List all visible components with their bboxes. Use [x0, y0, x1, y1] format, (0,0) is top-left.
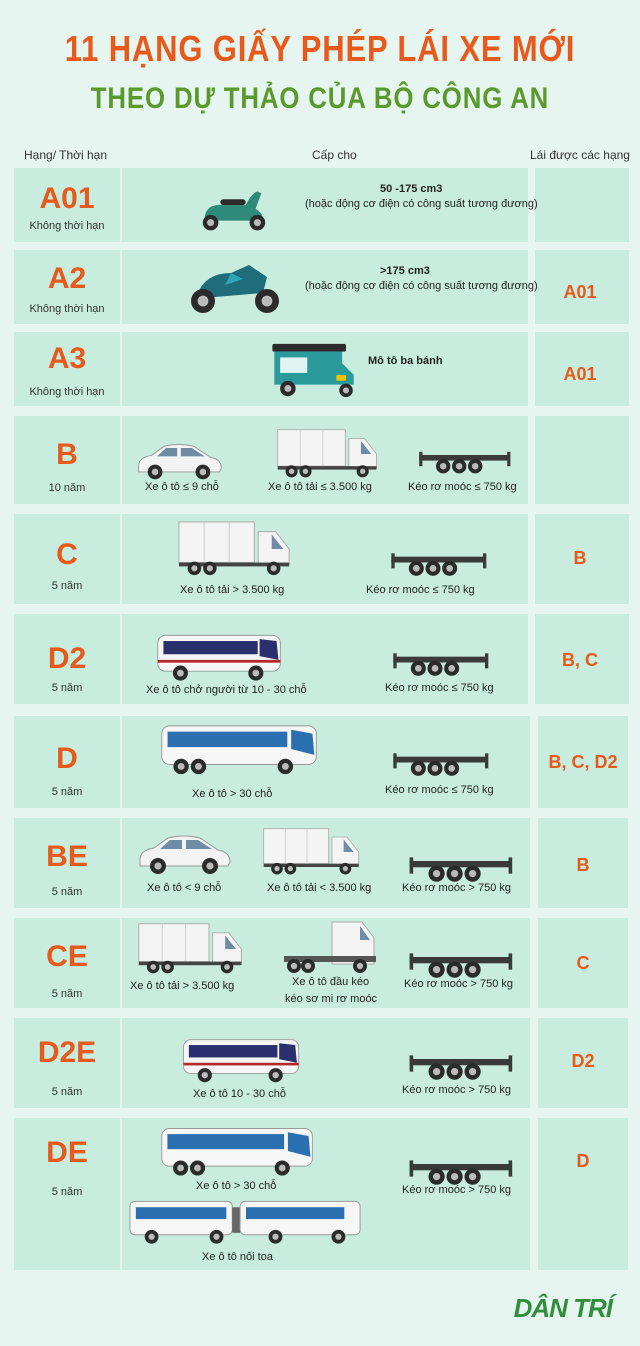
- tractor-head-icon: [280, 918, 380, 978]
- vehicle-caption: Kéo rơ moóc ≤ 750 kg: [366, 584, 475, 596]
- license-duration: Không thời hạn: [29, 386, 105, 398]
- license-duration: 5 năm: [51, 886, 83, 898]
- truck-icon: [276, 427, 380, 481]
- license-code: CE: [46, 940, 88, 973]
- trailer-icon: [398, 1050, 522, 1086]
- scooter-icon: [195, 180, 273, 236]
- license-duration: 5 năm: [51, 988, 83, 1000]
- truck-icon: [176, 520, 294, 578]
- vehicle-caption: Kéo rơ moóc ≤ 750 kg: [385, 784, 494, 796]
- vehicle-caption: Xe ô tô tải > 3.500 kg: [180, 584, 285, 596]
- vehicle-caption: Xe ô tô > 30 chỗ: [196, 1180, 277, 1192]
- license-duration: Không thời hạn: [29, 303, 105, 315]
- license-code: D: [56, 742, 78, 775]
- sub-title: THEO DỰ THẢO CỦA BỘ CÔNG AN: [90, 82, 550, 115]
- license-duration: 10 năm: [48, 482, 86, 494]
- license-box: [538, 1118, 628, 1270]
- license-duration: 5 năm: [51, 786, 83, 798]
- vehicle-caption: Kéo rơ moóc > 750 kg: [404, 978, 514, 990]
- license-box: [535, 168, 629, 242]
- license-code: D2: [47, 642, 87, 675]
- trailer-icon: [414, 447, 514, 479]
- bus-icon: [180, 1036, 304, 1086]
- license-code: A01: [39, 182, 95, 215]
- vehicle-caption: (hoặc động cơ điện có công suất tương đương): [305, 198, 538, 210]
- can-drive-classes: D: [576, 1151, 590, 1171]
- tricycle-icon: [265, 340, 365, 402]
- license-code: BE: [46, 840, 88, 873]
- header-class-term: Hạng/ Thời hạn: [24, 148, 108, 162]
- motorcycle-icon: [185, 258, 285, 316]
- vehicle-caption: Xe ô tô 10 - 30 chỗ: [193, 1088, 286, 1100]
- license-duration: 5 năm: [51, 580, 83, 592]
- trailer-icon: [390, 648, 490, 682]
- bus-icon: [154, 630, 286, 686]
- vehicle-caption: Kéo rơ moóc ≤ 750 kg: [385, 682, 494, 694]
- vehicle-caption: (hoặc động cơ điện có công suất tương đương): [305, 280, 538, 292]
- truck-icon: [262, 826, 362, 878]
- vehicle-caption: Xe ô tô đầu kéo: [292, 976, 370, 988]
- vehicle-caption: Xe ô tô chở người từ 10 - 30 chỗ: [146, 684, 307, 696]
- can-drive-classes: D2: [571, 1051, 595, 1071]
- vehicle-caption: Kéo rơ moóc ≤ 750 kg: [408, 481, 517, 493]
- car-icon: [134, 830, 234, 876]
- vehicle-caption: Xe ô tô ≤ 9 chỗ: [145, 481, 219, 493]
- articulated-bus-icon: [128, 1196, 364, 1248]
- can-drive-classes: B, C, D2: [548, 752, 618, 772]
- license-duration: 5 năm: [51, 1086, 83, 1098]
- coach-icon: [155, 722, 325, 778]
- license-code: DE: [46, 1136, 88, 1169]
- license-code: C: [56, 538, 78, 571]
- vehicle-caption: Xe ô tô > 30 chỗ: [192, 788, 273, 800]
- header-granted-for: Cấp cho: [312, 148, 357, 162]
- coach-icon: [158, 1124, 318, 1180]
- can-drive-classes: B: [576, 855, 590, 875]
- dantri-logo: DÂN TRÍ: [513, 1293, 612, 1323]
- license-duration: Không thời hạn: [29, 220, 105, 232]
- trailer-icon: [388, 548, 488, 582]
- vehicle-caption: Xe ô tô tải > 3.500 kg: [130, 980, 235, 992]
- can-drive-classes: C: [576, 953, 590, 973]
- license-code: A3: [47, 342, 87, 375]
- vehicle-caption: Kéo rơ moóc > 750 kg: [402, 882, 512, 894]
- main-title: 11 HẠNG GIẤY PHÉP LÁI XE MỚI: [64, 28, 576, 69]
- vehicle-caption: Kéo rơ moóc > 750 kg: [402, 1184, 512, 1196]
- license-box: [535, 416, 629, 504]
- license-code: A2: [47, 262, 87, 295]
- header-can-drive: Lái được các hạng: [530, 148, 630, 162]
- can-drive-classes: B: [573, 548, 587, 568]
- vehicle-caption: Xe ô tô tải < 3.500 kg: [267, 882, 372, 894]
- vehicle-caption: kéo sơ mi rơ moóc: [285, 993, 378, 1005]
- license-code: D2E: [37, 1036, 97, 1069]
- can-drive-classes: A01: [563, 364, 597, 384]
- vehicle-caption: 50 -175 cm3: [380, 183, 443, 195]
- vehicle-caption: Xe ô tô < 9 chỗ: [147, 882, 222, 894]
- can-drive-classes: B, C: [562, 650, 598, 670]
- truck-icon: [132, 922, 250, 976]
- license-duration: 5 năm: [51, 682, 83, 694]
- vehicle-caption: Xe ô tô nối toa: [202, 1251, 273, 1263]
- trailer-icon: [390, 748, 490, 782]
- vehicle-caption: >175 cm3: [380, 265, 430, 277]
- license-code: B: [56, 438, 78, 471]
- vehicle-caption: Mô tô ba bánh: [368, 355, 443, 367]
- vehicle-caption: Kéo rơ moóc > 750 kg: [402, 1084, 512, 1096]
- license-duration: 5 năm: [51, 1186, 83, 1198]
- vehicle-caption: Xe ô tô tải ≤ 3.500 kg: [268, 481, 372, 493]
- car-icon: [133, 438, 225, 482]
- can-drive-classes: A01: [563, 282, 597, 302]
